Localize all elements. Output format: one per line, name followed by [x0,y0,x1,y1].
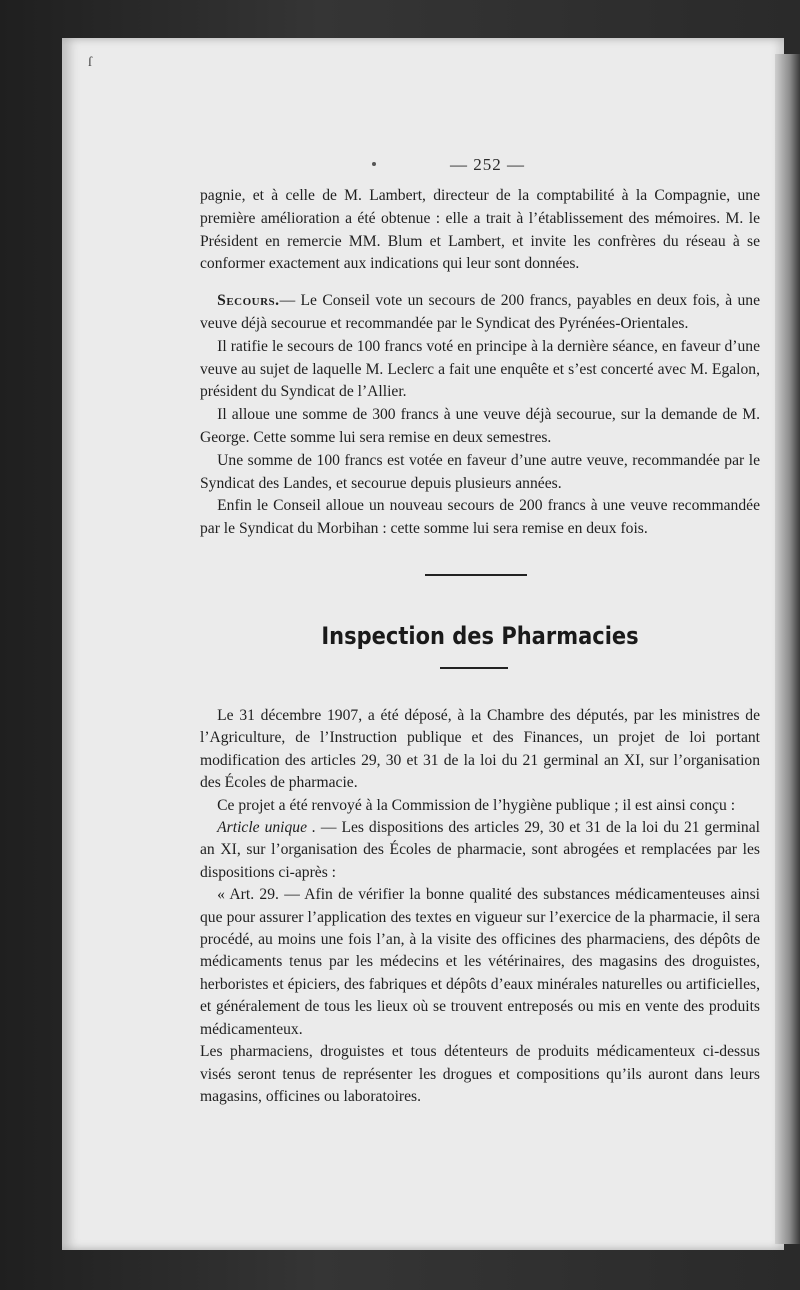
secours-paragraph-4: Une somme de 100 francs est votée en faveur d’une autre veuve, recommandée par le Syndicat des Landes, et secourue depuis plusieurs années. [200,451,760,492]
secours-paragraph-5: Enfin le Conseil alloue un nouveau secours de 200 francs à une veuve recommandée par le Syndicat du Morbihan : cette somme lui sera remise en deux fois. [200,497,760,538]
secours-paragraph [200,290,760,336]
article-closing: Les pharmaciens, droguistes et tous détenteurs de produits médicamenteux ci-dessus visés seront tenus de représenter les drogues et compositions qu’ils auront dans leurs magasins, officines ou laboratoires. [200,1043,760,1105]
article-29: « Art. 29. — Afin de vérifier la bonne qualité des substances médicamenteuses ainsi que pour assurer l’application des textes en vigueur sur l’exercice de la pharmacie, il sera procédé, au moins une fois l’an, à la visite des officines des pharmaciens, des dépôts de médicaments tenus par les médecins et les vétérinaires, des magasins des droguistes, herboristes et épiciers, des fabriques et dépôts d’eaux minérales naturelles ou artificielles, et généralement de tous les lieux où se trouvent entreposés ou mis en vente des produits médicamenteux. [200,886,760,1038]
separator-rule [425,574,527,576]
page-edge [775,54,800,1244]
paragraph-continuation: pagnie, et à celle de M. Lambert, directeur de la comptabilité à la Compagnie, une première amélioration a été obtenue : elle a trait à l’établissement des mémoires. M. le Président en remercie MM. Blum et Lambert, et invite les confrères du réseau à se conformer exactement aux indications qui leur sont données. [200,187,760,273]
title-underline [440,667,508,669]
secours-text: — Le Conseil vote un secours de 200 francs, payables en deux fois, à une veuve déjà secourue et recommandée par le Syndicat des Pyrénées-Orientales. [200,292,760,332]
page-number: — 252 — [450,155,525,174]
section-title: Inspection des Pharmacies [321,622,639,650]
inspection-renvoi: Ce projet a été renvoyé à la Commission de l’hygiène publique ; il est ainsi conçu : [217,796,736,814]
margin-mark: ſ [88,55,92,70]
inspection-intro: Le 31 décembre 1907, a été déposé, à la Chambre des députés, par les ministres de l’Agriculture, de l’Instruction publique et des Finances, un projet de loi portant modification des articles 29, 30 et 31 de la loi du 21 germinal an XI, sur l’organisation des Écoles de pharmacie. [200,707,760,792]
secours-paragraph-2: Il ratifie le secours de 100 francs voté en principe à la dernière séance, en faveur d’une veuve au sujet de laquelle M. Leclerc a fait une enquête et s’est concerté avec M. Egalon, président du Syndicat de l’Allier. [200,337,760,401]
body-text-top [200,185,760,541]
article-unique [200,817,760,884]
secours-paragraph-3: Il alloue une somme de 300 francs à une veuve déjà secourue, sur la demande de M. George. Cette somme lui sera remise en deux semestres. [200,406,760,446]
article-unique-text: — Les dispositions des articles 29, 30 et 31 de la loi du 21 germinal an XI, sur l’organisation des Écoles de pharmacie, sont abrogées et remplacées par les dispositions ci-après : [200,819,760,881]
article-unique-label: Article unique . [217,819,316,837]
section-heading-secours: Secours. [217,292,280,310]
ink-dot [372,162,376,166]
body-text-inspection [200,705,760,1108]
